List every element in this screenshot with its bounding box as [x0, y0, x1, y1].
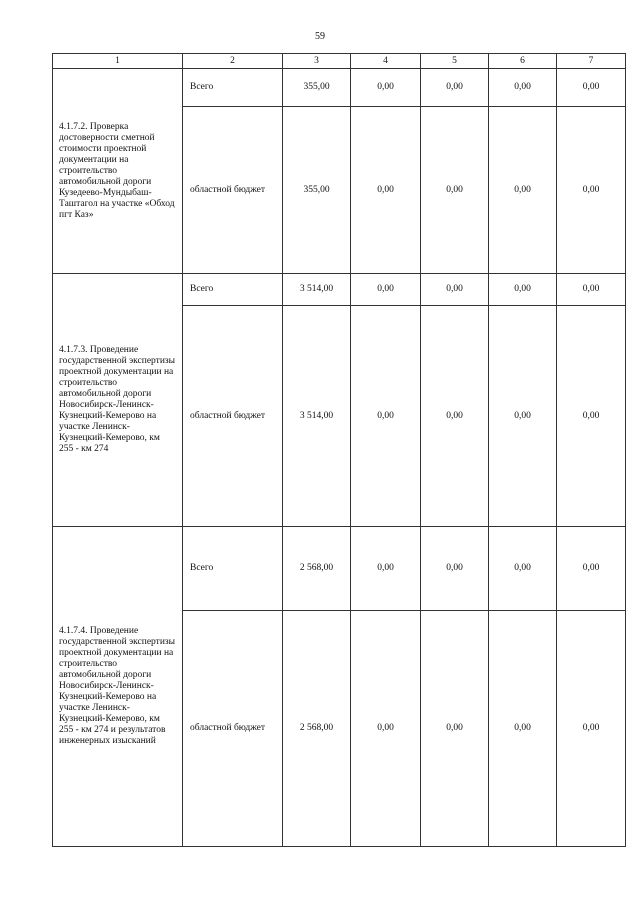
value-cell: 0,00 [421, 527, 489, 611]
column-header: 7 [557, 54, 626, 69]
value-cell: 0,00 [489, 306, 557, 527]
value-cell: 0,00 [351, 274, 421, 306]
column-header: 2 [183, 54, 283, 69]
budget-table [52, 53, 626, 847]
measure-description: 4.1.7.4. Проведение государственной экспертизы проектной документации на строительство автомобильной дороги Новосибирск-Ленинск-Кузнецкий-Кемерово на участке Ленинск-Кузнецкий-Кемерово, км 255 - км 274 и результатов инженерных изысканий [53, 527, 183, 847]
value-cell: 0,00 [351, 527, 421, 611]
page-number: 59 [315, 31, 325, 42]
column-header: 5 [421, 54, 489, 69]
value-cell: 2 568,00 [283, 527, 351, 611]
value-cell: 0,00 [351, 107, 421, 274]
value-cell: 0,00 [489, 107, 557, 274]
value-cell: 0,00 [351, 69, 421, 107]
value-cell: 355,00 [283, 69, 351, 107]
measure-description: 4.1.7.3. Проведение государственной экспертизы проектной документации на строительство автомобильной дороги Новосибирск-Ленинск-Кузнецкий-Кемерово на участке Ленинск-Кузнецкий-Кемерово, км 255 - км 274 [53, 274, 183, 527]
column-header: 1 [53, 54, 183, 69]
table-row [53, 527, 626, 611]
funding-source: Всего [183, 527, 283, 611]
value-cell: 0,00 [557, 274, 626, 306]
column-header: 6 [489, 54, 557, 69]
funding-source: областной бюджет [183, 306, 283, 527]
value-cell: 0,00 [557, 107, 626, 274]
value-cell: 0,00 [421, 69, 489, 107]
value-cell: 0,00 [557, 611, 626, 847]
header-row [53, 54, 626, 69]
value-cell: 2 568,00 [283, 611, 351, 847]
value-cell: 0,00 [351, 306, 421, 527]
value-cell: 0,00 [557, 306, 626, 527]
value-cell: 0,00 [421, 611, 489, 847]
column-header: 3 [283, 54, 351, 69]
funding-source: областной бюджет [183, 611, 283, 847]
value-cell: 0,00 [557, 527, 626, 611]
value-cell: 3 514,00 [283, 306, 351, 527]
value-cell: 0,00 [489, 611, 557, 847]
value-cell: 355,00 [283, 107, 351, 274]
value-cell: 0,00 [557, 69, 626, 107]
table-row [53, 69, 626, 107]
column-header: 4 [351, 54, 421, 69]
measure-description: 4.1.7.2. Проверка достоверности сметной стоимости проектной документации на строительство автомобильной дороги Кузедеево-Мундыбаш-Таштагол на участке «Обход пгт Каз» [53, 69, 183, 274]
value-cell: 0,00 [489, 69, 557, 107]
value-cell: 0,00 [489, 527, 557, 611]
funding-source: Всего [183, 69, 283, 107]
table-row [53, 274, 626, 306]
value-cell: 3 514,00 [283, 274, 351, 306]
value-cell: 0,00 [489, 274, 557, 306]
value-cell: 0,00 [421, 274, 489, 306]
value-cell: 0,00 [351, 611, 421, 847]
funding-source: Всего [183, 274, 283, 306]
value-cell: 0,00 [421, 107, 489, 274]
funding-source: областной бюджет [183, 107, 283, 274]
value-cell: 0,00 [421, 306, 489, 527]
